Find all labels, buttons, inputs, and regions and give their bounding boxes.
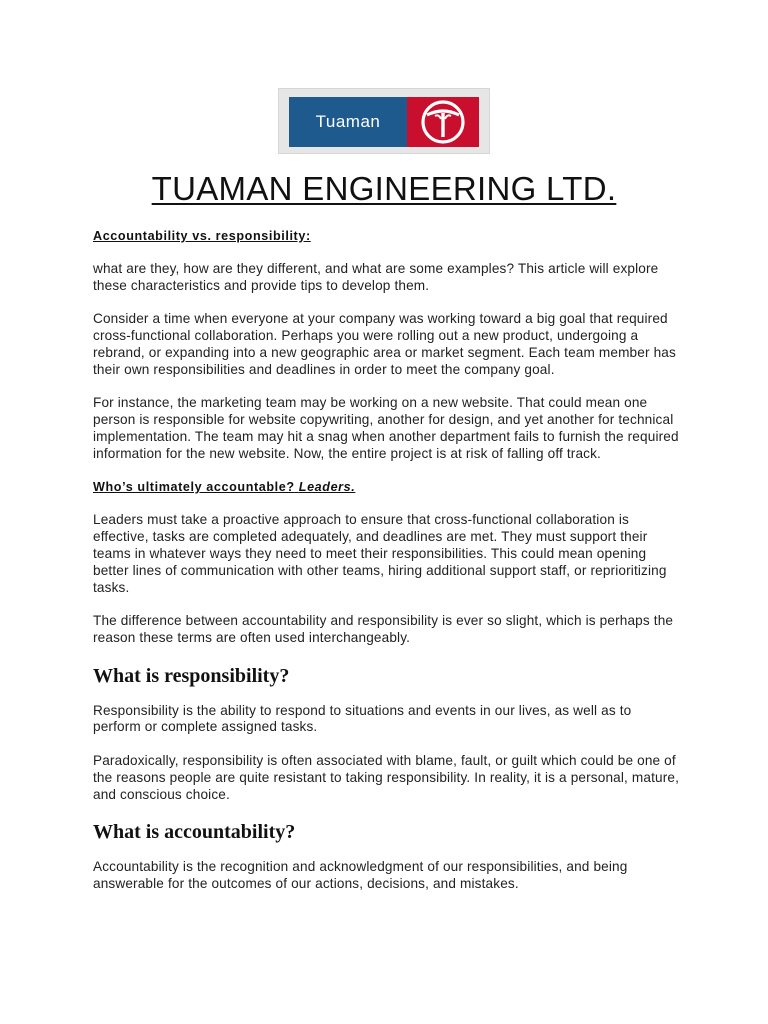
logo-red-panel (407, 97, 479, 147)
heading-emphasis: Leaders. (298, 480, 356, 495)
logo-t-emblem-icon (407, 97, 479, 147)
heading-what-is-accountability: What is accountability? (93, 821, 296, 844)
paragraph: Consider a time when everyone at your company was working toward a big goal that required cross-functional collaboration. Perhaps you were rolling out a new product, undergoing a rebrand, or expanding into a new geographic area or market segment. Each team member has their own responsibilities and deadlines in order to meet the company goal. (93, 311, 676, 377)
article-body (93, 228, 683, 910)
document-title: TUAMAN ENGINEERING LTD. (151, 170, 617, 207)
paragraph: For instance, the marketing team may be working on a new website. That could mean one person is responsible for website copywriting, another for design, and yet another for technical implementation. The team may hit a snag when another department fails to furnish the required information for the new website. Now, the entire project is at risk of falling off track. (93, 395, 679, 461)
logo-wordmark: Tuaman (315, 112, 381, 131)
paragraph: Leaders must take a proactive approach to ensure that cross-functional collaboration is effective, tasks are completed adequately, and deadlines are met. They must support their teams in whatever ways they need to meet their responsibilities. This could mean opening better lines of communication with other teams, hiring additional support staff, or reprioritizing tasks. (93, 512, 667, 595)
paragraph: Accountability is the recognition and acknowledgment of our responsibilities, and being answerable for the outcomes of our actions, decisions, and mistakes. (93, 859, 628, 891)
heading-prefix: Who’s ultimately accountable? (93, 480, 295, 495)
paragraph: Responsibility is the ability to respond to situations and events in our lives, as well as to perform or complete assigned tasks. (93, 702, 632, 735)
heading-what-is-responsibility: What is responsibility? (93, 664, 290, 687)
paragraph: what are they, how are they different, and what are some examples? This article will explore these characteristics and provide tips to develop them. (93, 261, 659, 293)
section-heading-who-is-accountable (93, 479, 683, 495)
section-heading-accountability-vs-responsibility: Accountability vs. responsibility: (93, 229, 311, 243)
company-logo (278, 88, 490, 154)
paragraph: Paradoxically, responsibility is often associated with blame, fault, or guilt which could be one of the reasons people are quite resistant to taking responsibility. In reality, it is a personal, mature, and conscious choice. (93, 752, 680, 802)
paragraph: The difference between accountability and responsibility is ever so slight, which is perhaps the reason these terms are often used interchangeably. (93, 613, 674, 645)
logo-blue-panel (289, 97, 407, 147)
